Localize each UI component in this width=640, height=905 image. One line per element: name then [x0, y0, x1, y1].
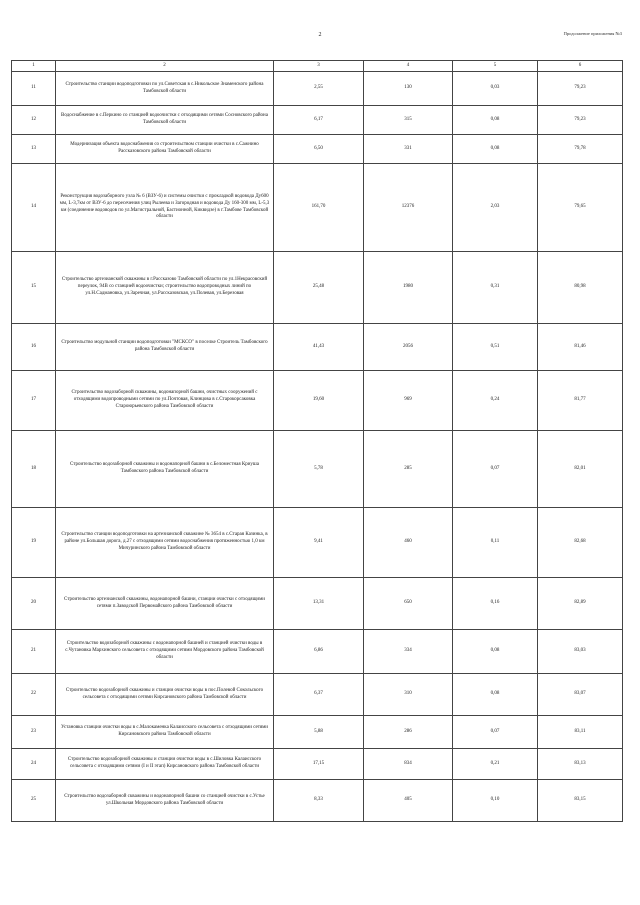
- row-number: 15: [12, 252, 56, 324]
- value-col3: 5,88: [274, 716, 364, 749]
- value-col6: 79,23: [538, 106, 623, 135]
- value-col5: 0,07: [453, 431, 538, 508]
- project-name: Строительство водозаборной скважины и станции очистки воды в пос.Полевой Сокольского сельсовета с отходящими сетями Кирсановского района Тамбовской области: [56, 674, 274, 716]
- value-col4: 310: [364, 674, 453, 716]
- value-col4: 315: [364, 106, 453, 135]
- value-col4: 331: [364, 135, 453, 164]
- project-name: Строительство артезианской скважины, водонапорной башни, станции очистки с отходящими сетями п.Заводской Первомайского района Тамбовской области: [56, 578, 274, 630]
- page-number: 2: [318, 32, 322, 38]
- value-col4: 969: [364, 371, 453, 431]
- value-col3: 6,86: [274, 630, 364, 674]
- value-col6: 79,65: [538, 164, 623, 252]
- project-name: Водоснабжение в с.Перкино со станцией водоочистки с отходящими сетями Сосновского района Тамбовской области: [56, 106, 274, 135]
- value-col3: 5,78: [274, 431, 364, 508]
- project-name: Установка станции очистки воды в с.Малокаменка Калаисского сельсовета с отходящими сетями Кирсановского района Тамбовской области: [56, 716, 274, 749]
- value-col5: 0,03: [453, 72, 538, 106]
- project-name: Строительство станции водоподготовки по ул.Советская в с.Никольское Знаменского района Тамбовской области: [56, 72, 274, 106]
- row-number: 13: [12, 135, 56, 164]
- value-col3: 25,48: [274, 252, 364, 324]
- column-header: 6: [538, 61, 623, 72]
- row-number: 22: [12, 674, 56, 716]
- value-col5: 0,51: [453, 324, 538, 371]
- row-number: 18: [12, 431, 56, 508]
- project-name: Строительство водозаборной скважины, водонапорной башни, очистных сооружений с отходящими водопроводными сетями по ул.Почтовая, Клинцова в с.Старокорсаковка Староюрьевского района Тамбовской области: [56, 371, 274, 431]
- project-name: Строительство станции водоподготовки на артезианской скважине № 3654 в с.Старая Казинка, в районе ул.Большая дорога, д.27 с отходящими сетями водоснабжения протяженностью 1,0 км Мичуринского района Тамбовской области: [56, 508, 274, 578]
- row-number: 23: [12, 716, 56, 749]
- project-name: Строительство водозаборной скважины с водонапорной башней и станцией очистки воды в с.Чутановка Мархинского сельсовета с отходящими сетями Мордовского района Тамбовской области: [56, 630, 274, 674]
- value-col6: 82,01: [538, 431, 623, 508]
- row-number: 21: [12, 630, 56, 674]
- table-row: [12, 252, 623, 324]
- value-col5: 2,03: [453, 164, 538, 252]
- project-name: Строительство водозаборной скважины и станции очистки воды в с.Шиловка Калаисского сельсовета с отходящими сетями (I и II этап) Кирсановского района Тамбовской области: [56, 749, 274, 780]
- value-col6: 83,03: [538, 630, 623, 674]
- table-row: [12, 164, 623, 252]
- row-number: 14: [12, 164, 56, 252]
- value-col3: 6,50: [274, 135, 364, 164]
- row-number: 17: [12, 371, 56, 431]
- value-col6: 79,78: [538, 135, 623, 164]
- table-row: [12, 508, 623, 578]
- value-col6: 83,11: [538, 716, 623, 749]
- project-name: Строительство модульной станции водоподготовки "МСКСО" в поселке Строитель Тамбовского района Тамбовской области: [56, 324, 274, 371]
- project-name: Строительство артезианской скважины в г.Рассказово Тамбовской области по ул.1Некрасовский переулок, 94В со станцией водоочистки; строительство водопроводных линий по ул.Н.Садмановка, ул.Заречная, ул.Рассказовская, ул.Полевая, ул.Березовая: [56, 252, 274, 324]
- column-header: 5: [453, 61, 538, 72]
- value-col5: 0,11: [453, 508, 538, 578]
- value-col5: 0,08: [453, 135, 538, 164]
- value-col6: 83,13: [538, 749, 623, 780]
- table-header-row: [12, 61, 623, 72]
- value-col3: 6,17: [274, 106, 364, 135]
- value-col5: 0,08: [453, 674, 538, 716]
- value-col6: 81,77: [538, 371, 623, 431]
- table-row: [12, 431, 623, 508]
- value-col5: 0,10: [453, 780, 538, 822]
- project-name: Строительство водозаборной скважины и водонапорной башни в с.Беломестная Криуша Тамбовского района Тамбовской области: [56, 431, 274, 508]
- table-row: [12, 630, 623, 674]
- table-row: [12, 135, 623, 164]
- table-row: [12, 106, 623, 135]
- value-col6: 82,89: [538, 578, 623, 630]
- project-name: Строительство водозаборной скважины и водонапорной башни со станцией очистки в с.Устье ул.Школьная Мордовского района Тамбовской области: [56, 780, 274, 822]
- row-number: 24: [12, 749, 56, 780]
- value-col4: 130: [364, 72, 453, 106]
- value-col3: 8,33: [274, 780, 364, 822]
- value-col6: 79,23: [538, 72, 623, 106]
- column-header: 1: [12, 61, 56, 72]
- value-col4: 286: [364, 716, 453, 749]
- value-col4: 2056: [364, 324, 453, 371]
- value-col4: 285: [364, 431, 453, 508]
- value-col4: 834: [364, 749, 453, 780]
- value-col3: 13,31: [274, 578, 364, 630]
- row-number: 12: [12, 106, 56, 135]
- row-number: 16: [12, 324, 56, 371]
- project-name: Реконструкция водозаборного узла № 6 (ВЗУ-6) и системы очистки с прокладкой водовода Ду600 мм, L-3,7км от ВЗУ-6 до пересечения улиц Рылеева и Загородная и водовода Ду 160-300 мм, L-5,3 км (соединение водоводов по ул.Магистральной, Бастионной, Киквидзе) в г.Тамбове Тамбовской области: [56, 164, 274, 252]
- value-col4: 12376: [364, 164, 453, 252]
- table-row: [12, 749, 623, 780]
- value-col6: 82,68: [538, 508, 623, 578]
- value-col5: 0,31: [453, 252, 538, 324]
- row-number: 11: [12, 72, 56, 106]
- continuation-label: Продолжение приложения №3: [563, 31, 622, 36]
- projects-table: [11, 60, 623, 822]
- table-row: [12, 780, 623, 822]
- value-col4: 405: [364, 780, 453, 822]
- value-col5: 0,24: [453, 371, 538, 431]
- table-row: [12, 324, 623, 371]
- value-col5: 0,07: [453, 716, 538, 749]
- row-number: 25: [12, 780, 56, 822]
- row-number: 19: [12, 508, 56, 578]
- value-col4: 334: [364, 630, 453, 674]
- value-col5: 0,08: [453, 106, 538, 135]
- value-col5: 0,08: [453, 630, 538, 674]
- value-col3: 2,55: [274, 72, 364, 106]
- value-col6: 83,07: [538, 674, 623, 716]
- value-col3: 9,41: [274, 508, 364, 578]
- value-col3: 17,15: [274, 749, 364, 780]
- value-col4: 650: [364, 578, 453, 630]
- value-col3: 161,70: [274, 164, 364, 252]
- value-col3: 6,37: [274, 674, 364, 716]
- table-row: [12, 72, 623, 106]
- value-col3: 41,43: [274, 324, 364, 371]
- value-col3: 19,60: [274, 371, 364, 431]
- table-row: [12, 716, 623, 749]
- column-header: 4: [364, 61, 453, 72]
- table-row: [12, 674, 623, 716]
- value-col4: 1980: [364, 252, 453, 324]
- value-col5: 0,21: [453, 749, 538, 780]
- column-header: 2: [56, 61, 274, 72]
- column-header: 3: [274, 61, 364, 72]
- row-number: 20: [12, 578, 56, 630]
- value-col6: 81,46: [538, 324, 623, 371]
- project-name: Модернизация объекта водоснабжения со строительством станции очистки в с.Сажнино Рассказовского района Тамбовской области: [56, 135, 274, 164]
- table-row: [12, 371, 623, 431]
- value-col4: 460: [364, 508, 453, 578]
- value-col5: 0,16: [453, 578, 538, 630]
- table-row: [12, 578, 623, 630]
- value-col6: 83,15: [538, 780, 623, 822]
- value-col6: 80,98: [538, 252, 623, 324]
